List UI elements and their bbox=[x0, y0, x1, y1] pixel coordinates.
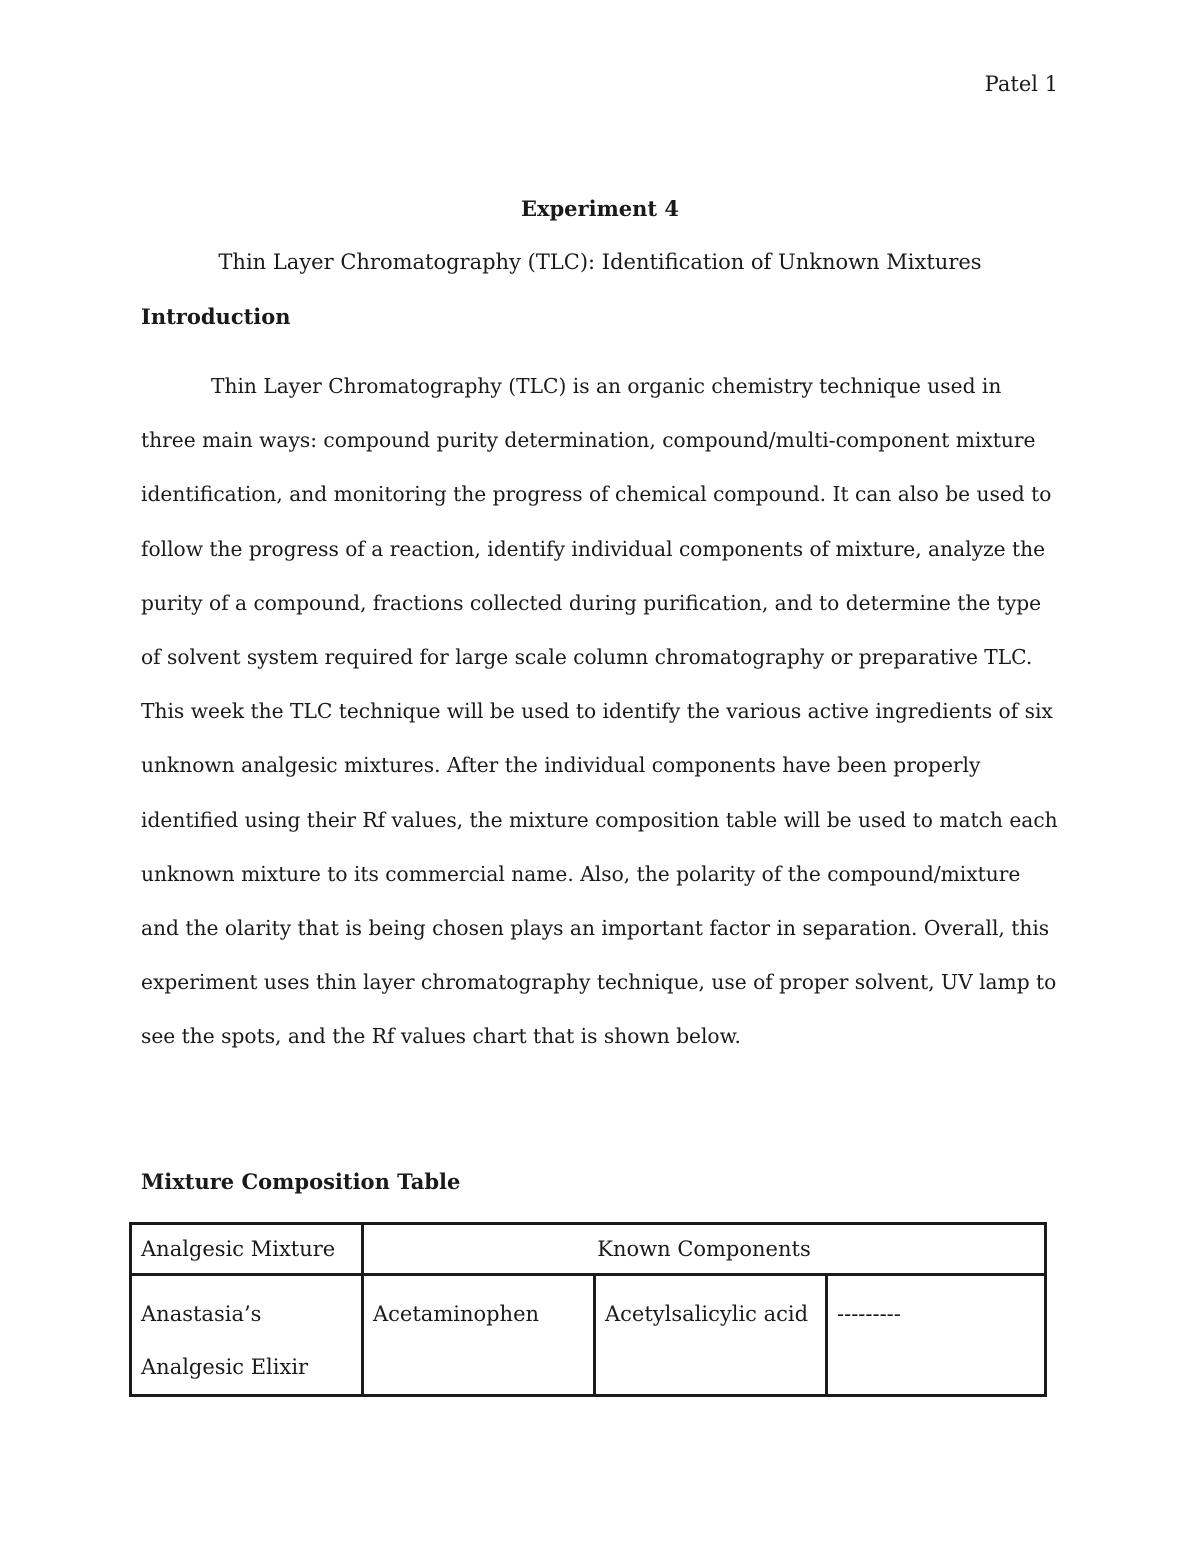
table-row bbox=[131, 1275, 1046, 1396]
cell-component-3: --------- bbox=[827, 1275, 1046, 1396]
table-heading: Mixture Composition Table bbox=[141, 1169, 461, 1194]
cell-component-2: Acetylsalicylic acid bbox=[595, 1275, 827, 1396]
cell-mixture-name: Anastasia’s Analgesic Elixir bbox=[131, 1275, 363, 1396]
introduction-heading: Introduction bbox=[141, 304, 291, 329]
header-cell-mixture: Analgesic Mixture bbox=[131, 1224, 363, 1275]
mixture-composition-table bbox=[129, 1222, 1047, 1397]
document-subtitle: Thin Layer Chromatography (TLC): Identification of Unknown Mixtures bbox=[218, 250, 982, 274]
table-header-row bbox=[131, 1224, 1046, 1275]
page-header-label: Patel 1 bbox=[984, 72, 1058, 96]
document-title: Experiment 4 bbox=[520, 196, 680, 221]
introduction-paragraph: Thin Layer Chromatography (TLC) is an organic chemistry technique used in three main ways: compound purity determination, compound/multi-component mixture identification, and monitoring the progress of chemical compound. It can also be used to follow the progress of a reaction, identify individual components of mixture, analyze the purity of a compound, fractions collected during purification, and to determine the type of solvent system required for large scale column chromatography or preparative TLC. This week the TLC technique will be used to identify the various active ingredients of six unknown analgesic mixtures. After the individual components have been properly identified using their Rf values, the mixture composition table will be used to match each unknown mixture to its commercial name. Also, the polarity of the compound/mixture and the olarity that is being chosen plays an important factor in separation. Overall, this experiment uses thin layer chromatography technique, use of proper solvent, UV lamp to see the spots, and the Rf values chart that is shown below. bbox=[141, 374, 1058, 1049]
header-cell-components: Known Components bbox=[363, 1224, 1046, 1275]
cell-component-1: Acetaminophen bbox=[363, 1275, 595, 1396]
